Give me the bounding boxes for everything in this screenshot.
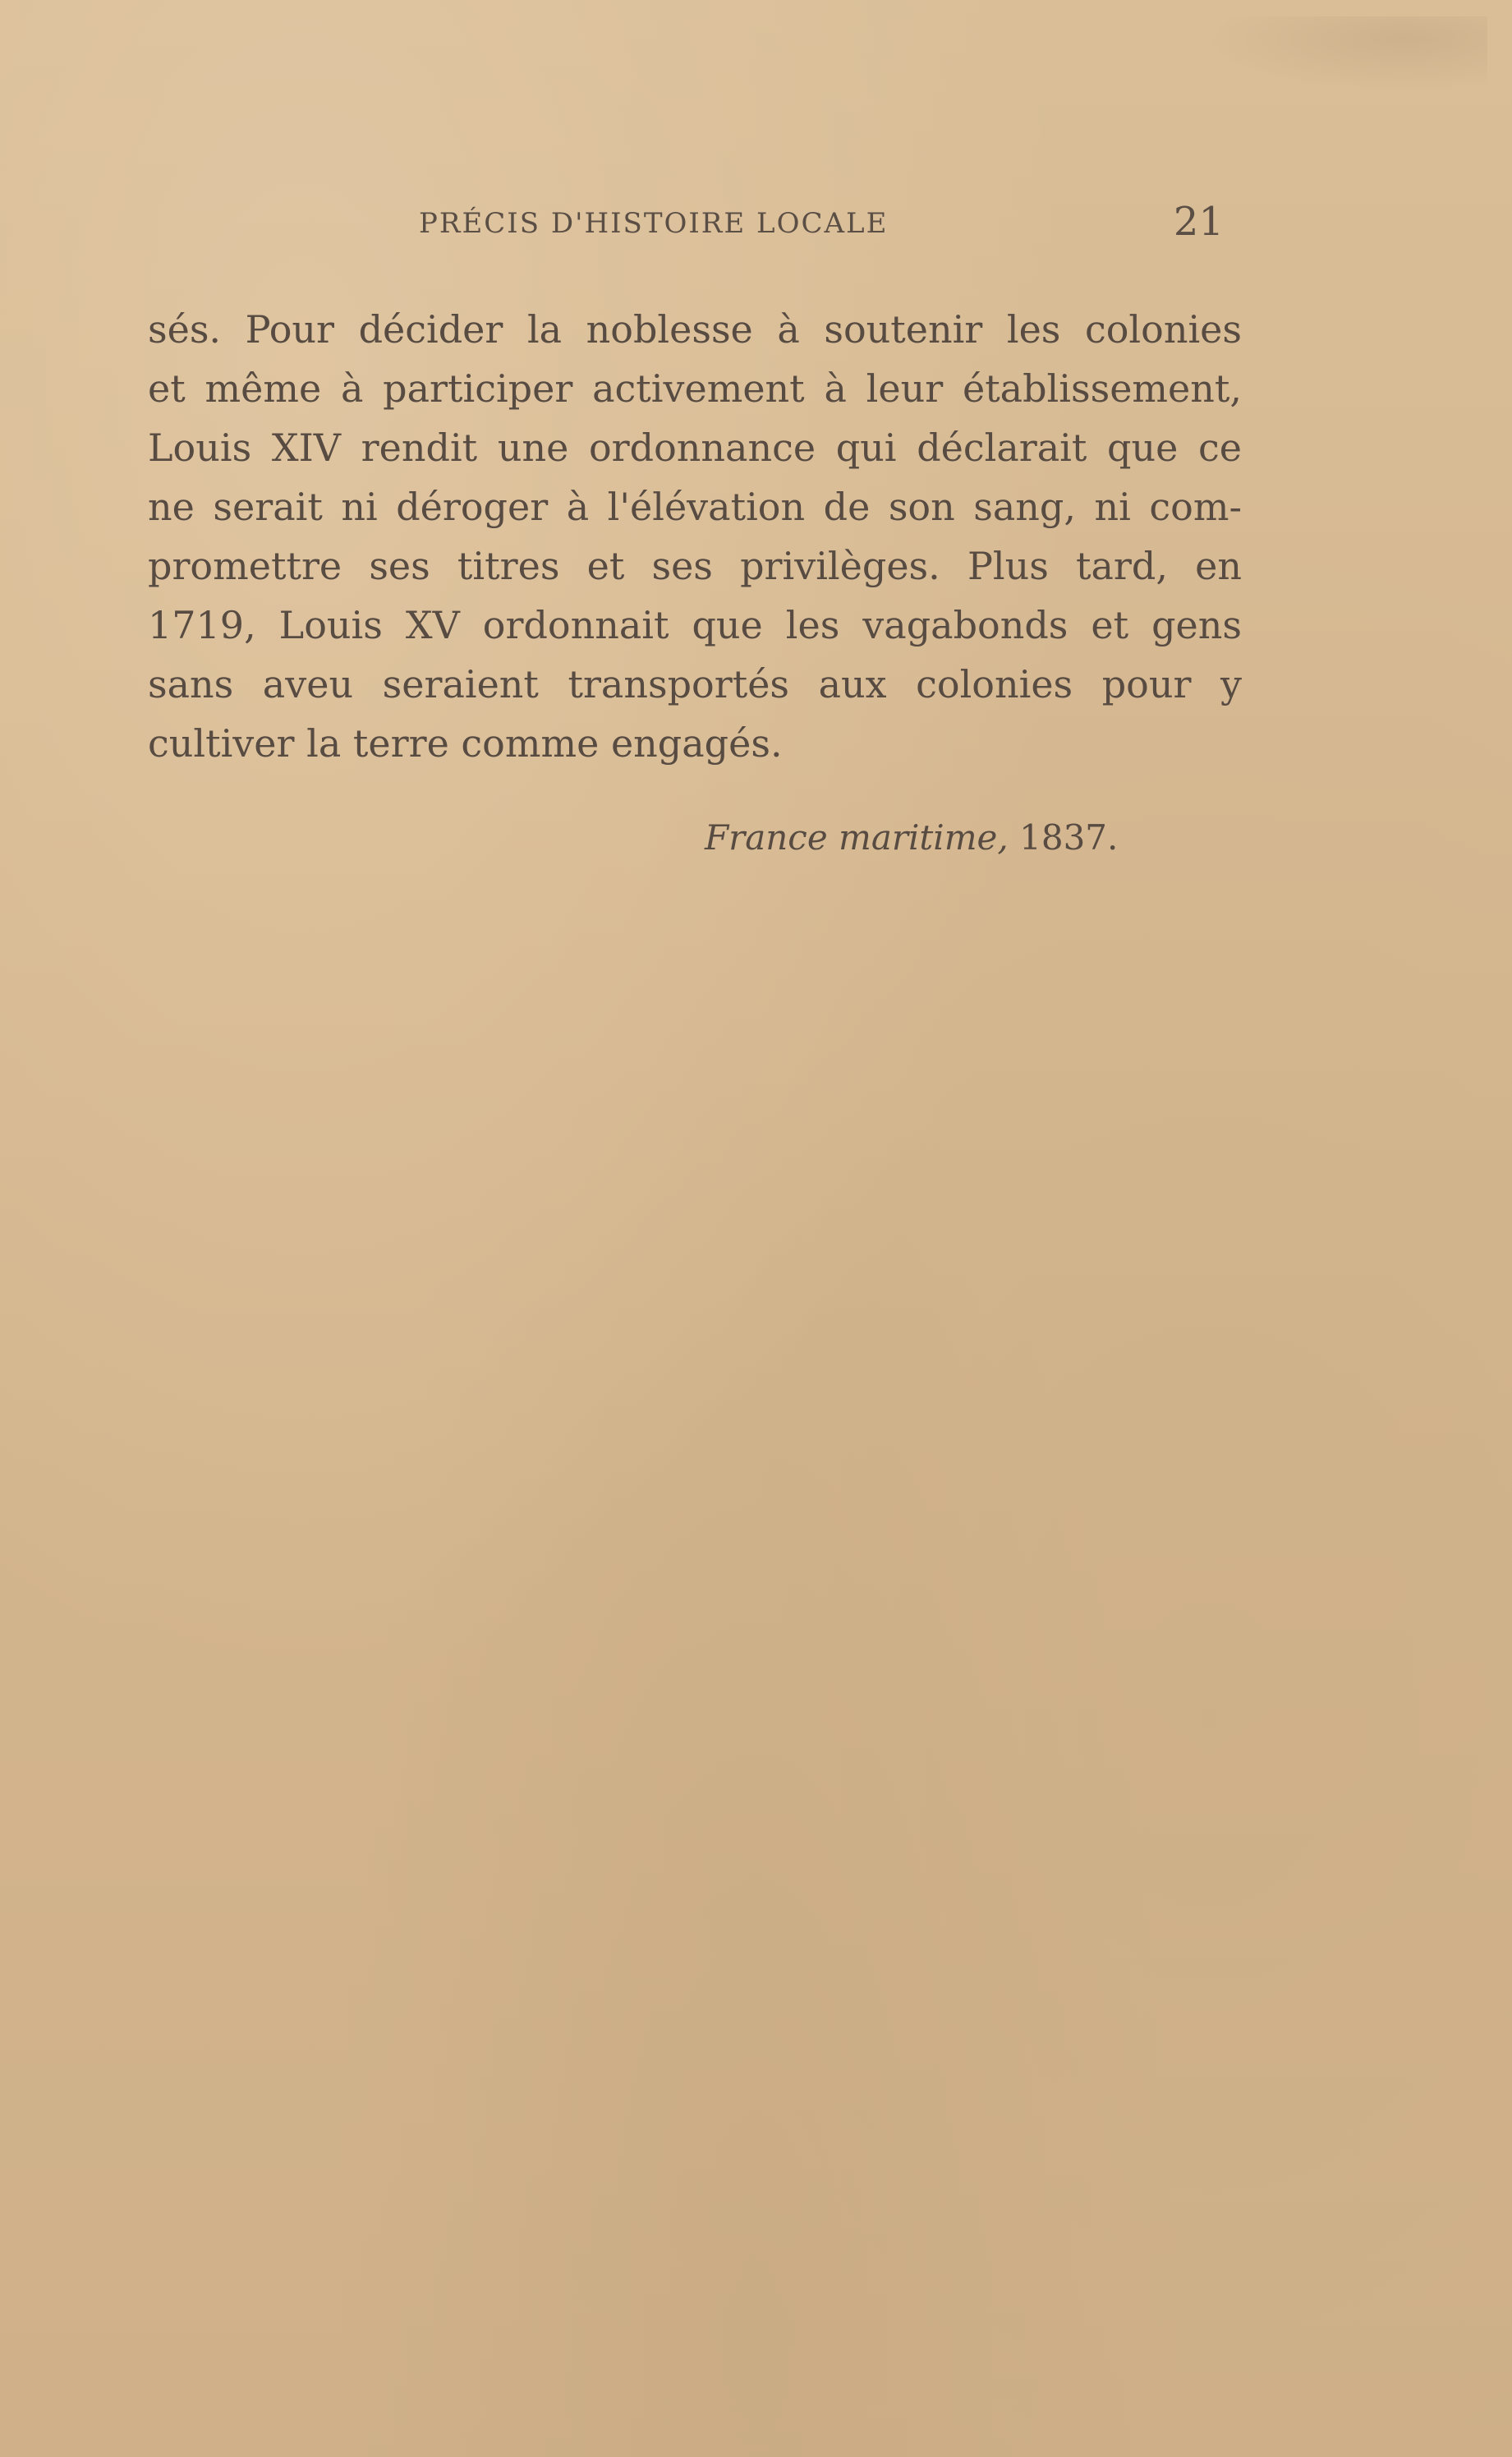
- attribution-source: France maritime,: [705, 817, 1009, 858]
- text-line: 1719, Louis XV ordonnait que les vagabonds et gens: [148, 603, 1242, 647]
- text-line: sés. Pour décider la noblesse à soutenir les colonies: [148, 307, 1242, 352]
- page-stain: [1208, 16, 1487, 90]
- attribution-year: 1837.: [1019, 817, 1119, 858]
- running-title: PRÉCIS D'HISTOIRE LOCALE: [419, 207, 889, 240]
- text-line: promettre ses titres et ses privilèges. Plus tard, en: [148, 544, 1242, 588]
- text-line: et même à participer activement à leur établissement,: [148, 366, 1242, 411]
- text-line: Louis XIV rendit une ordonnance qui déclarait que ce: [148, 426, 1242, 470]
- body-text: [148, 300, 1242, 773]
- text-line: sans aveu seraient transportés aux colonies pour y: [148, 662, 1242, 706]
- page-number: 21: [1173, 199, 1224, 245]
- running-head: [148, 199, 1240, 248]
- text-line: cultiver la terre comme engagés.: [148, 721, 783, 766]
- attribution: [705, 817, 1118, 858]
- text-line: ne serait ni déroger à l'élévation de son sang, ni com-: [148, 485, 1242, 529]
